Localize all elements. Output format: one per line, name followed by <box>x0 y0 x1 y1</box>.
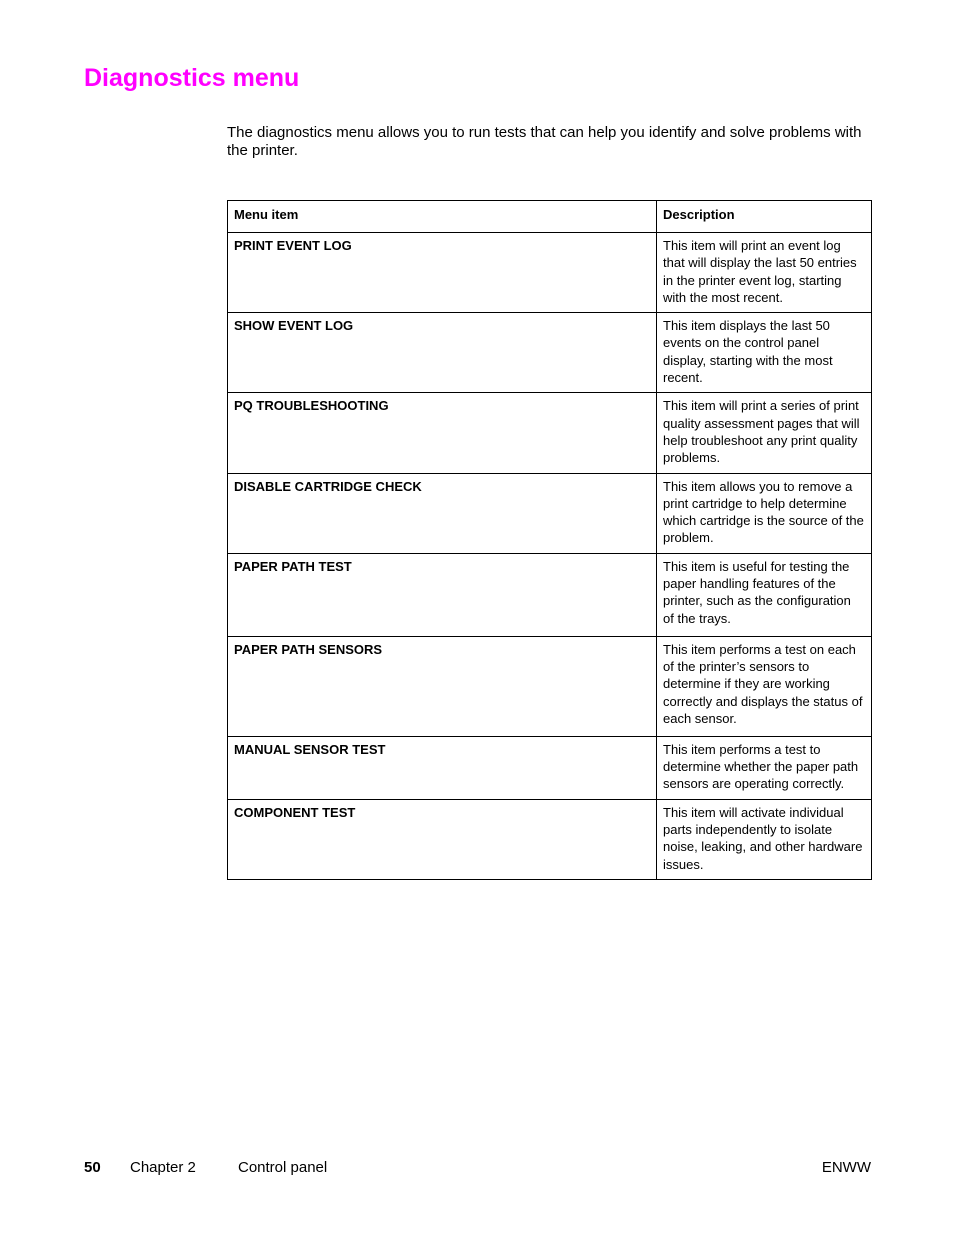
chapter-label: Chapter 2 <box>130 1159 196 1176</box>
header-description: Description <box>657 201 872 233</box>
menu-item-description: This item allows you to remove a print cartridge to help determine which cartridge is the source of the problem. <box>657 473 872 553</box>
table-row <box>228 799 872 879</box>
table-row <box>228 736 872 799</box>
page-number: 50 <box>84 1159 101 1176</box>
table-row <box>228 233 872 313</box>
section-label: Control panel <box>238 1159 328 1176</box>
table-row <box>228 473 872 553</box>
menu-item-name: PAPER PATH TEST <box>228 553 657 636</box>
menu-item-name: PRINT EVENT LOG <box>228 233 657 313</box>
intro-paragraph: The diagnostics menu allows you to run tests that can help you identify and solve problems with the printer. <box>227 124 862 159</box>
menu-item-name: COMPONENT TEST <box>228 799 657 879</box>
menu-item-name: DISABLE CARTRIDGE CHECK <box>228 473 657 553</box>
menu-item-name: SHOW EVENT LOG <box>228 313 657 393</box>
document-code: ENWW <box>821 1159 871 1176</box>
menu-item-description: This item will print a series of print quality assessment pages that will help troubleshoot any print quality problems. <box>657 393 872 473</box>
menu-item-description: This item displays the last 50 events on the control panel display, starting with the most recent. <box>657 313 872 393</box>
page-title: Diagnostics menu <box>84 64 300 92</box>
table-header-row <box>228 201 872 233</box>
diagnostics-menu-table <box>227 200 872 880</box>
page-footer <box>84 1158 871 1178</box>
menu-item-description: This item will print an event log that will display the last 50 entries in the printer event log, starting with the most recent. <box>657 233 872 313</box>
table-row <box>228 313 872 393</box>
menu-item-name: PQ TROUBLESHOOTING <box>228 393 657 473</box>
table-row <box>228 393 872 473</box>
menu-item-name: MANUAL SENSOR TEST <box>228 736 657 799</box>
menu-item-name: PAPER PATH SENSORS <box>228 636 657 736</box>
table-row <box>228 553 872 636</box>
menu-item-description: This item performs a test to determine whether the paper path sensors are operating correctly. <box>657 736 872 799</box>
menu-item-description: This item will activate individual parts independently to isolate noise, leaking, and other hardware issues. <box>657 799 872 879</box>
menu-item-description: This item performs a test on each of the printer’s sensors to determine if they are working correctly and displays the status of each sensor. <box>657 636 872 736</box>
table-row <box>228 636 872 736</box>
header-menu-item: Menu item <box>228 201 657 233</box>
menu-item-description: This item is useful for testing the paper handling features of the printer, such as the configuration of the trays. <box>657 553 872 636</box>
